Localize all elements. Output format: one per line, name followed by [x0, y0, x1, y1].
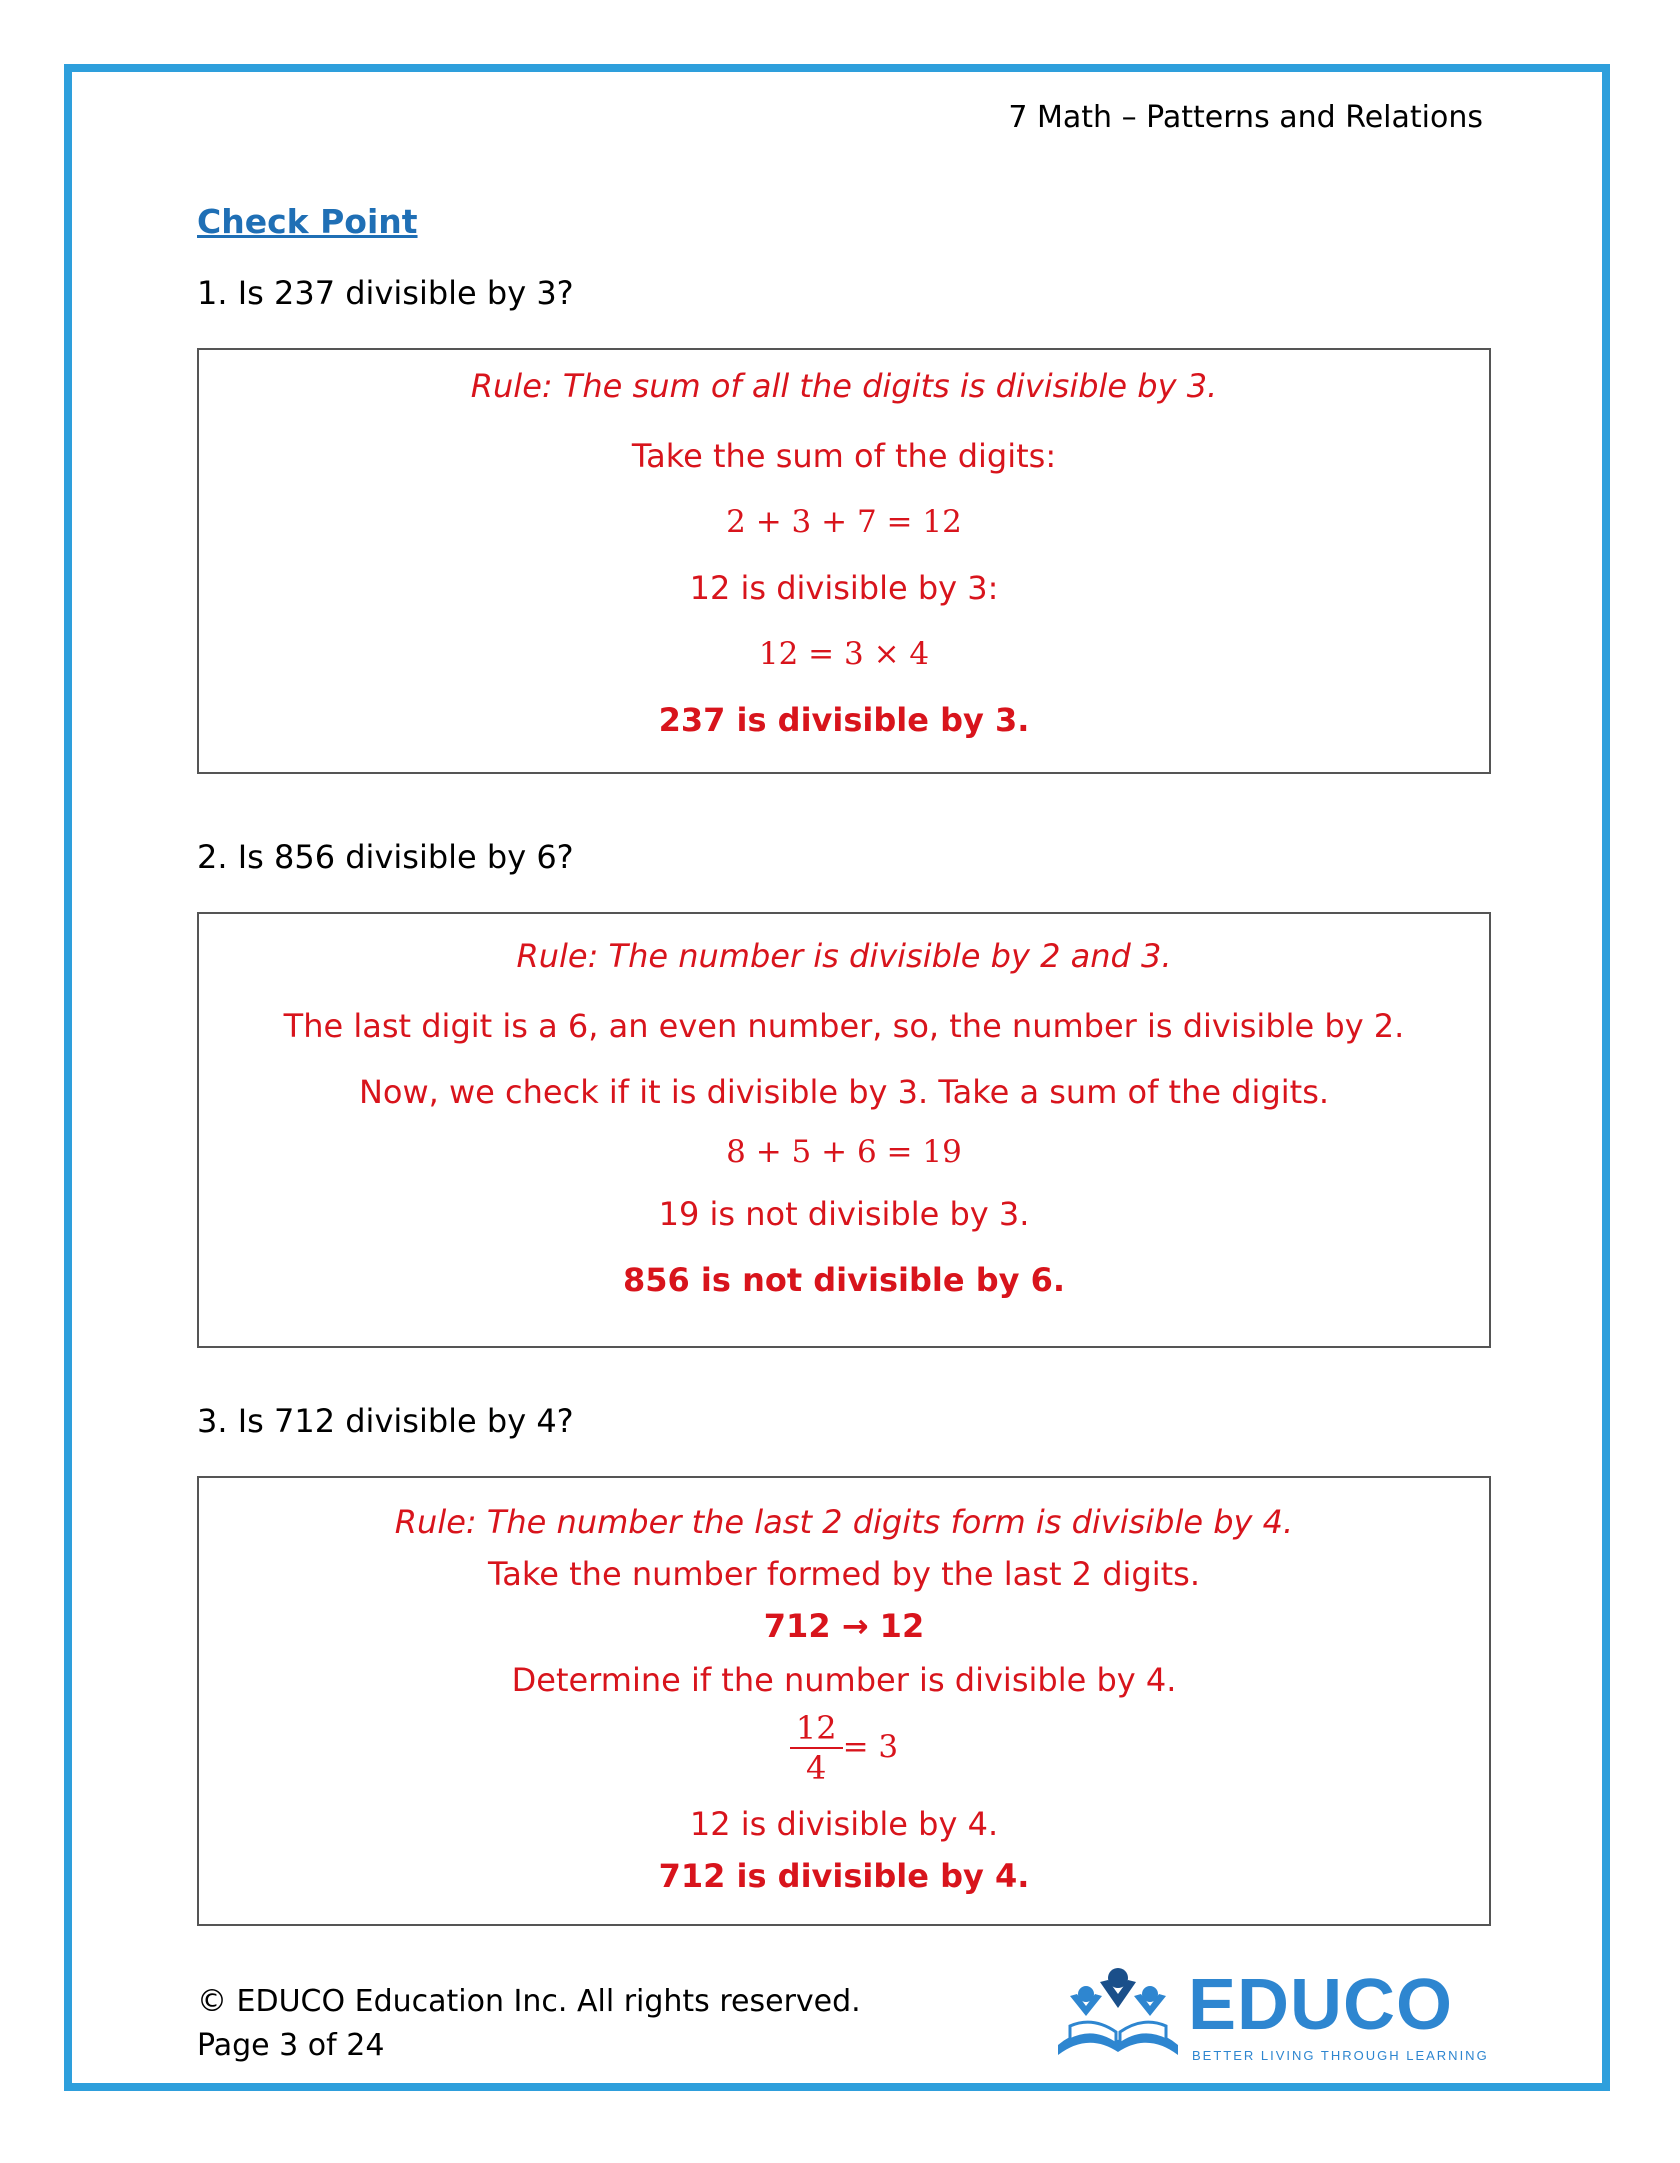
answer-box-3: [197, 1476, 1491, 1926]
footer-page-number: Page 3 of 24: [197, 2028, 385, 2063]
question-3-prompt: 3. Is 712 divisible by 4?: [197, 1402, 574, 1440]
page-header: 7 Math – Patterns and Relations: [1008, 100, 1483, 135]
answer-1-equation-1: 2 + 3 + 7 = 12: [726, 504, 962, 540]
section-title[interactable]: Check Point: [197, 202, 418, 241]
answer-1-rule: Rule: The sum of all the digits is divisible by 3.: [470, 367, 1218, 405]
answer-2-line-2: Now, we check if it is divisible by 3. Take a sum of the digits.: [358, 1073, 1330, 1111]
fraction-result: = 3: [842, 1729, 899, 1765]
logo-tagline: BETTER LIVING THROUGH LEARNING: [1192, 2048, 1489, 2063]
answer-3-digits: 712 → 12: [763, 1607, 925, 1645]
answer-2-conclusion: 856 is not divisible by 6.: [622, 1261, 1066, 1299]
answer-1-line-2: 12 is divisible by 3:: [689, 569, 999, 607]
answer-2-rule: Rule: The number is divisible by 2 and 3.: [516, 937, 1172, 975]
answer-2-line-1: The last digit is a 6, an even number, so, the number is divisible by 2.: [283, 1007, 1405, 1045]
fraction: [790, 1709, 843, 1787]
answer-box-1: [197, 348, 1491, 774]
answer-2-equation: 8 + 5 + 6 = 19: [726, 1134, 962, 1170]
fraction-denominator: 4: [806, 1749, 827, 1787]
footer-copyright: © EDUCO Education Inc. All rights reserved.: [197, 1984, 861, 2019]
answer-3-line-2: Determine if the number is divisible by 4.: [511, 1661, 1177, 1699]
answer-1-equation-2: 12 = 3 × 4: [758, 636, 930, 672]
answer-3-line-1: Take the number formed by the last 2 digits.: [488, 1555, 1200, 1593]
answer-1-line-1: Take the sum of the digits:: [631, 437, 1057, 475]
fraction-numerator: 12: [790, 1709, 843, 1749]
question-2-prompt: 2. Is 856 divisible by 6?: [197, 838, 574, 876]
answer-box-2: [197, 912, 1491, 1348]
logo-wordmark: EDUCO: [1188, 1965, 1454, 2045]
answer-3-line-3: 12 is divisible by 4.: [689, 1805, 999, 1843]
answer-2-line-3: 19 is not divisible by 3.: [658, 1195, 1030, 1233]
question-1-prompt: 1. Is 237 divisible by 3?: [197, 274, 574, 312]
educo-logo: [1048, 1960, 1489, 2070]
answer-3-rule: Rule: The number the last 2 digits form is divisible by 4.: [394, 1503, 1294, 1541]
book-people-icon: [1048, 1960, 1188, 2070]
answer-3-fraction-equation: [199, 1706, 1489, 1787]
answer-1-conclusion: 237 is divisible by 3.: [658, 701, 1030, 739]
answer-3-conclusion: 712 is divisible by 4.: [658, 1857, 1030, 1895]
